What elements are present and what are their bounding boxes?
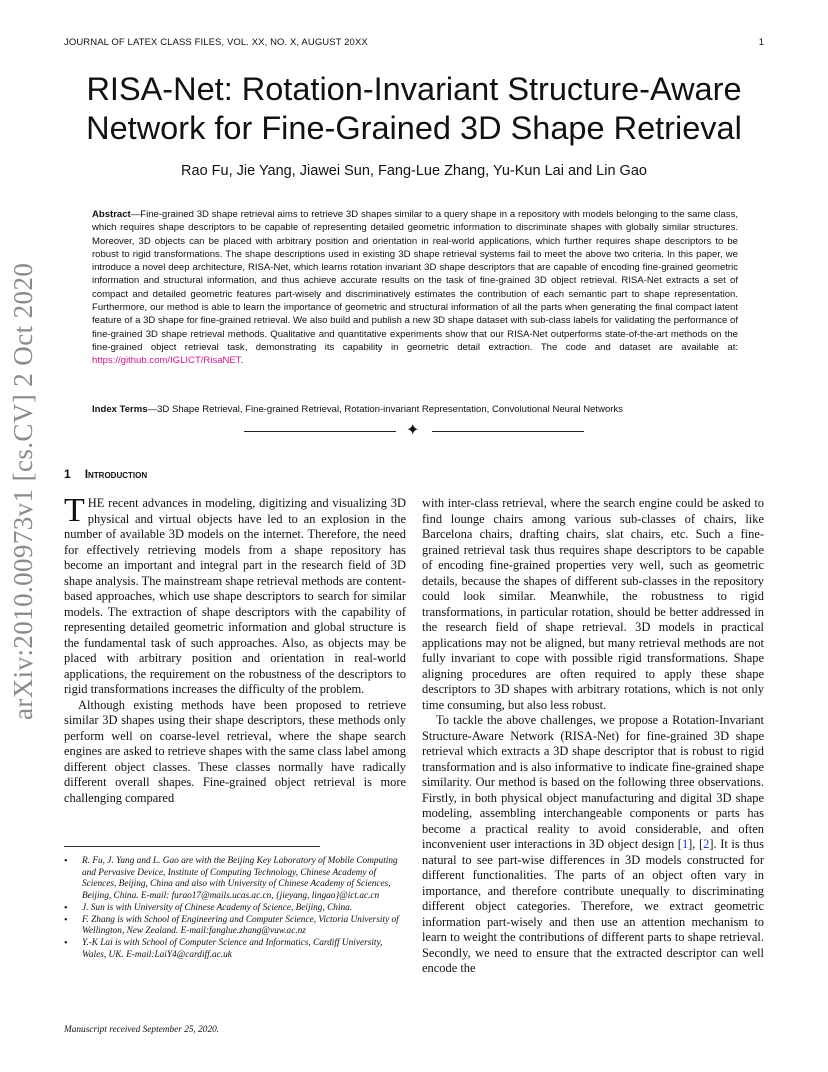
intro-paragraph-3: with inter-class retrieval, where the search engine could be asked to find lounge chairs among various sub-classes of chairs, like Barcelona chairs, drafting chairs, slat chairs, etc. Such a fine-grained retrieval task thus requires shape descriptors to be capable of encoding fine-grained properties very well, such as geometric details, because the shapes of different sub-classes in the repository could look similar. Meanwhile, the robustness to rigid transformations, in particular rotation, should be better addressed in the research field of shape retrieval. 3D models in practical applications may not be aligned, but many retrieval methods are not fully invariant to cope with possible rigid transformations. Shape aligning procedures are often required to apply these shape descriptors to 3D shapes with arbitrary rotations, which is not only time consuming, but also less robust.: [422, 496, 764, 712]
index-terms: [92, 404, 738, 415]
abstract-end: .: [240, 355, 244, 367]
dropcap: T: [64, 492, 85, 529]
paragraph-text: To tackle the above challenges, we propose a Rotation-Invariant Structure-Aware Network (RISA-Net) for fine-grained 3D shape retrieval which extracts a 3D shape descriptor that is robust to rigid transformation and is also informative to indicate fine-grained shape similarity. Our method is based on the following three observations. Firstly, in both physical object manufacturing and digital 3D shape modeling, assembling interchangeable components or parts has become a practical reality to avoid considerable, and often inconvenient user interactions in 3D object design [: [422, 713, 764, 851]
affiliation-footnotes: [64, 856, 406, 961]
intro-paragraph-1: [64, 492, 406, 698]
arxiv-watermark: arXiv:2010.00973v1 [cs.CV] 2 Oct 2020: [8, 262, 38, 720]
abstract-text: —Fine-grained 3D shape retrieval aims to retrieve 3D shapes similar to a query shape in a repository with models belonging to the same class, which requires shape descriptors to be capable of representing detailed geometric information to discriminate shapes with globally similar structures. Moreover, 3D objects can be placed with arbitrary position and orientation in real-world applications, which further requires shape descriptors to be robust to rigid transformations. The shape descriptions used in existing 3D shape retrieval systems fail to meet the above two criteria. In this paper, we introduce a novel deep architecture, RISA-Net, which learns rotation invariant 3D shape descriptors that are capable of encoding fine-grained geometric information and structural information, and thus achieve accurate results on the task of fine-grained 3D object retrieval. RISA-Net extracts a set of compact and detailed geometric features part-wisely and discriminatively estimates the contribution of each semantic part to shape representation. Furthermore, our method is able to learn the importance of geometric and structural information of all the parts when generating the final compact latent feature of a 3D shape for fine-grained retrieval. We also build and publish a new 3D shape dataset with sub-class labels for validating the performance of fine-grained 3D shape retrieval methods. Qualitative and quantitative experiments show that our RISA-Net outperforms state-of-the-art methods on the fine-grained object retrieval task, demonstrating its capability in geometric detail extraction. The code and dataset are available at:: [92, 209, 738, 353]
citation-link[interactable]: 2: [703, 837, 710, 851]
index-terms-label: Index Terms: [92, 404, 148, 415]
footnote-item: • R. Fu, J. Yang and L. Gao are with the Beijing Key Laboratory of Mobile Computing and Pervasive Device, Institute of Computing Technology, Chinese Academy of Sciences, Beijing, China and also with University of Chinese Academy of Sciences, Beijing, China. E-mail: furao17@mails.ucas.ac.cn, {jieyang, lingao}@ict.ac.cn: [82, 856, 406, 903]
author-list: Rao Fu, Jie Yang, Jiawei Sun, Fang-Lue Zhang, Yu-Kun Lai and Lin Gao: [181, 163, 647, 179]
index-terms-text: —3D Shape Retrieval, Fine-grained Retrieval, Rotation-invariant Representation, Convolutional Neural Networks: [147, 404, 624, 415]
paragraph-text: recent advances in modeling, digitizing and visualizing 3D physical and virtual objects have led to an explosion in the number of available 3D models on the internet. Therefore, the need for effectively retrieving models from a shape repository has become an important and integral part in the research field of 3D shape analysis. The mainstream shape retrieval methods are content-based approaches, which use shape descriptors to search for similar models. The extraction of shape descriptors with the capability of representing detailed geometric information and global structure is the fundamental task of such approaches. Also, as objects may be placed with arbitrary position and orientation in real-world applications, the requirement on the robustness of the descriptors to rigid transformations increases the difficulty of the problem.: [64, 496, 406, 696]
paragraph-text: ]. It is thus natural to see part-wise differences in 3D models constructed for different functionalities. The parts of an object often vary in importance, and therefore contribute unequally to discriminating different object categories. Therefore, we extract geometric information part-wisely and then use an attention mechanism to learn to weight the contributions of different parts to shape retrieval. Secondly, we need to ensure that the extracted descriptor can well encode the: [422, 837, 764, 975]
page-number: 1: [758, 37, 764, 48]
section-title: Introduction: [84, 467, 148, 481]
section-heading: [64, 467, 147, 481]
right-column: [422, 496, 764, 977]
divider-line-left: [244, 431, 396, 432]
section-divider: [244, 422, 584, 439]
intro-paragraph-4: [422, 713, 764, 977]
manuscript-note: Manuscript received September 25, 2020.: [64, 1025, 220, 1035]
dropcap-lead: HE: [87, 496, 105, 510]
diamond-star-icon: ✦: [406, 422, 420, 439]
intro-paragraph-2: Although existing methods have been proposed to retrieve similar 3D shapes using their shape descriptors, these methods only perform well on coarse-level retrieval, where the shape search engines are asked to retrieve shapes with the same class label among different object classes. These classes normally have radically different overall shapes. Fine-grained object retrieval is more challenging compared: [64, 697, 406, 805]
left-column: [64, 492, 406, 806]
divider-line-right: [432, 431, 584, 432]
code-link[interactable]: https://github.com/IGLICT/RisaNET: [92, 355, 241, 367]
citation-link[interactable]: 1: [681, 837, 689, 851]
footnote-item: • J. Sun is with University of Chinese Academy of Science, Beijing, China.: [82, 903, 406, 915]
paragraph-text: ], [: [688, 837, 704, 851]
footnote-item: • F. Zhang is with School of Engineering and Computer Science, Victoria University of Wellington, New Zealand. E-mail:fanglue.zhang@vuw.ac.nz: [82, 915, 406, 938]
footnote-rule: [64, 846, 320, 847]
section-number: 1: [64, 467, 71, 481]
abstract-label: Abstract: [92, 209, 131, 220]
abstract: [92, 208, 738, 368]
running-header: JOURNAL OF LATEX CLASS FILES, VOL. XX, NO. X, AUGUST 20XX: [64, 37, 368, 48]
footnote-item: • Y.-K Lai is with School of Computer Science and Informatics, Cardiff University, Wales, UK. E-mail:LaiY4@cardiff.ac.uk: [82, 938, 406, 961]
paper-title: RISA-Net: Rotation-Invariant Structure-Aware Network for Fine-Grained 3D Shape Retrieval: [86, 71, 742, 146]
